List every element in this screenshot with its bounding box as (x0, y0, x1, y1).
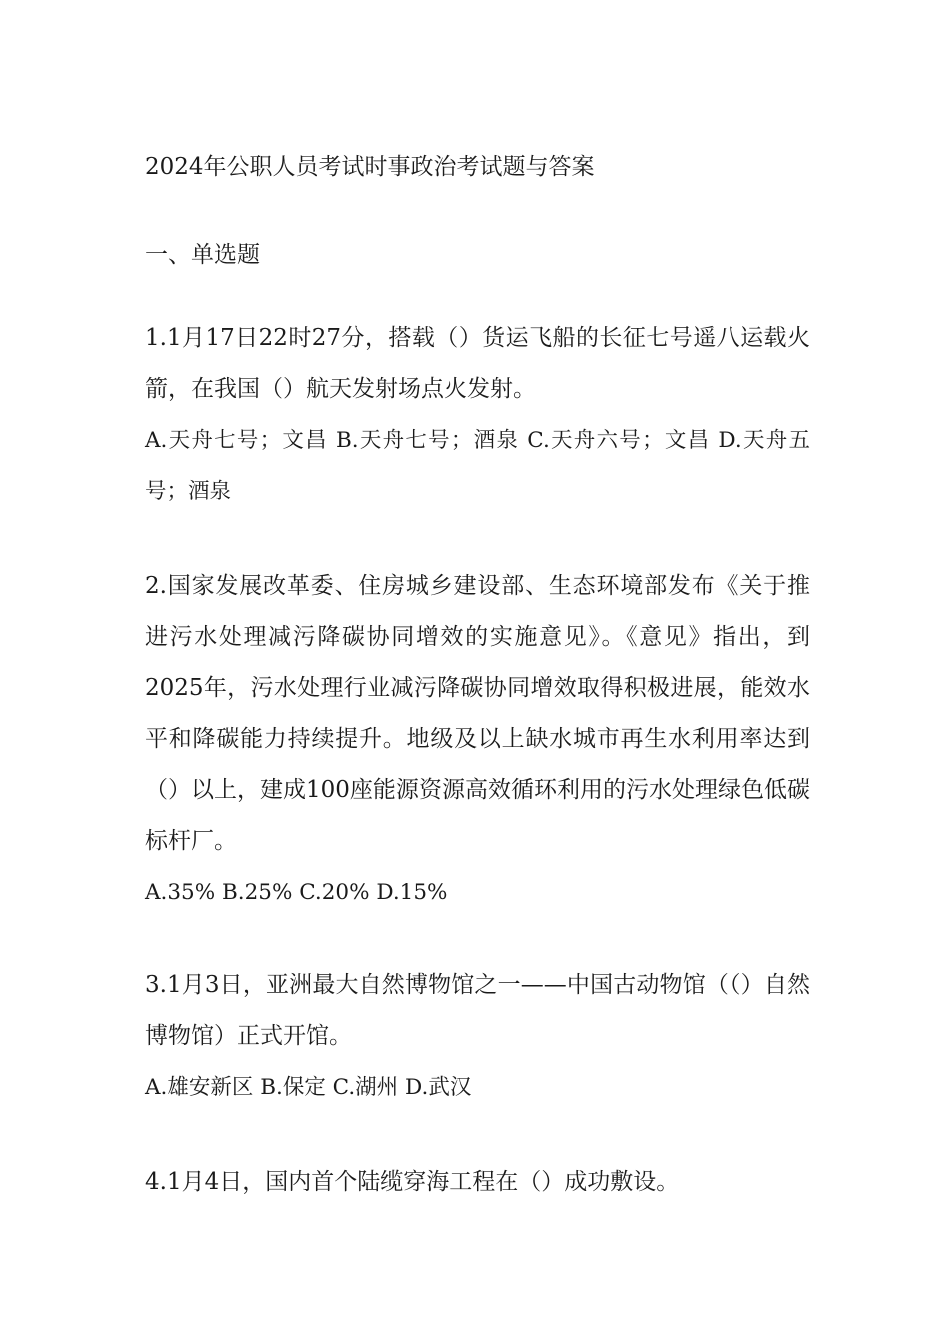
question-2-stem: 2.国家发展改革委、住房城乡建设部、生态环境部发布《关于推进污水处理减污降碳协同增效的实施意见》。《意见》指出，到2025年，污水处理行业减污降碳协同增效取得积极进展，能效水平和降碳能力持续提升。地级及以上缺水城市再生水利用率达到（）以上，建成100座能源资源高效循环利用的污水处理绿色低碳标杆厂。 (145, 573, 810, 854)
document-title: 2024年公职人员考试时事政治考试题与答案 (145, 154, 595, 180)
question-3-stem: 3.1月3日，亚洲最大自然博物馆之一——中国古动物馆（（）自然博物馆）正式开馆。 (145, 972, 810, 1049)
question-1-options: A.天舟七号；文昌 B.天舟七号；酒泉 C.天舟六号；文昌 D.天舟五号；酒泉 (145, 428, 810, 504)
question-2-options: A.35% B.25% C.20% D.15% (145, 880, 448, 905)
question-2 (145, 561, 810, 918)
question-1-stem: 1.1月17日22时27分，搭载（）货运飞船的长征七号遥八运载火箭，在我国（）航天发射场点火发射。 (145, 325, 810, 402)
question-4-stem: 4.1月4日，国内首个陆缆穿海工程在（）成功敷设。 (145, 1169, 680, 1195)
question-3 (145, 960, 810, 1113)
question-1 (145, 313, 810, 517)
question-4 (145, 1157, 810, 1208)
question-3-options: A.雄安新区 B.保定 C.湖州 D.武汉 (145, 1075, 472, 1100)
section-heading: 一、单选题 (145, 242, 260, 268)
